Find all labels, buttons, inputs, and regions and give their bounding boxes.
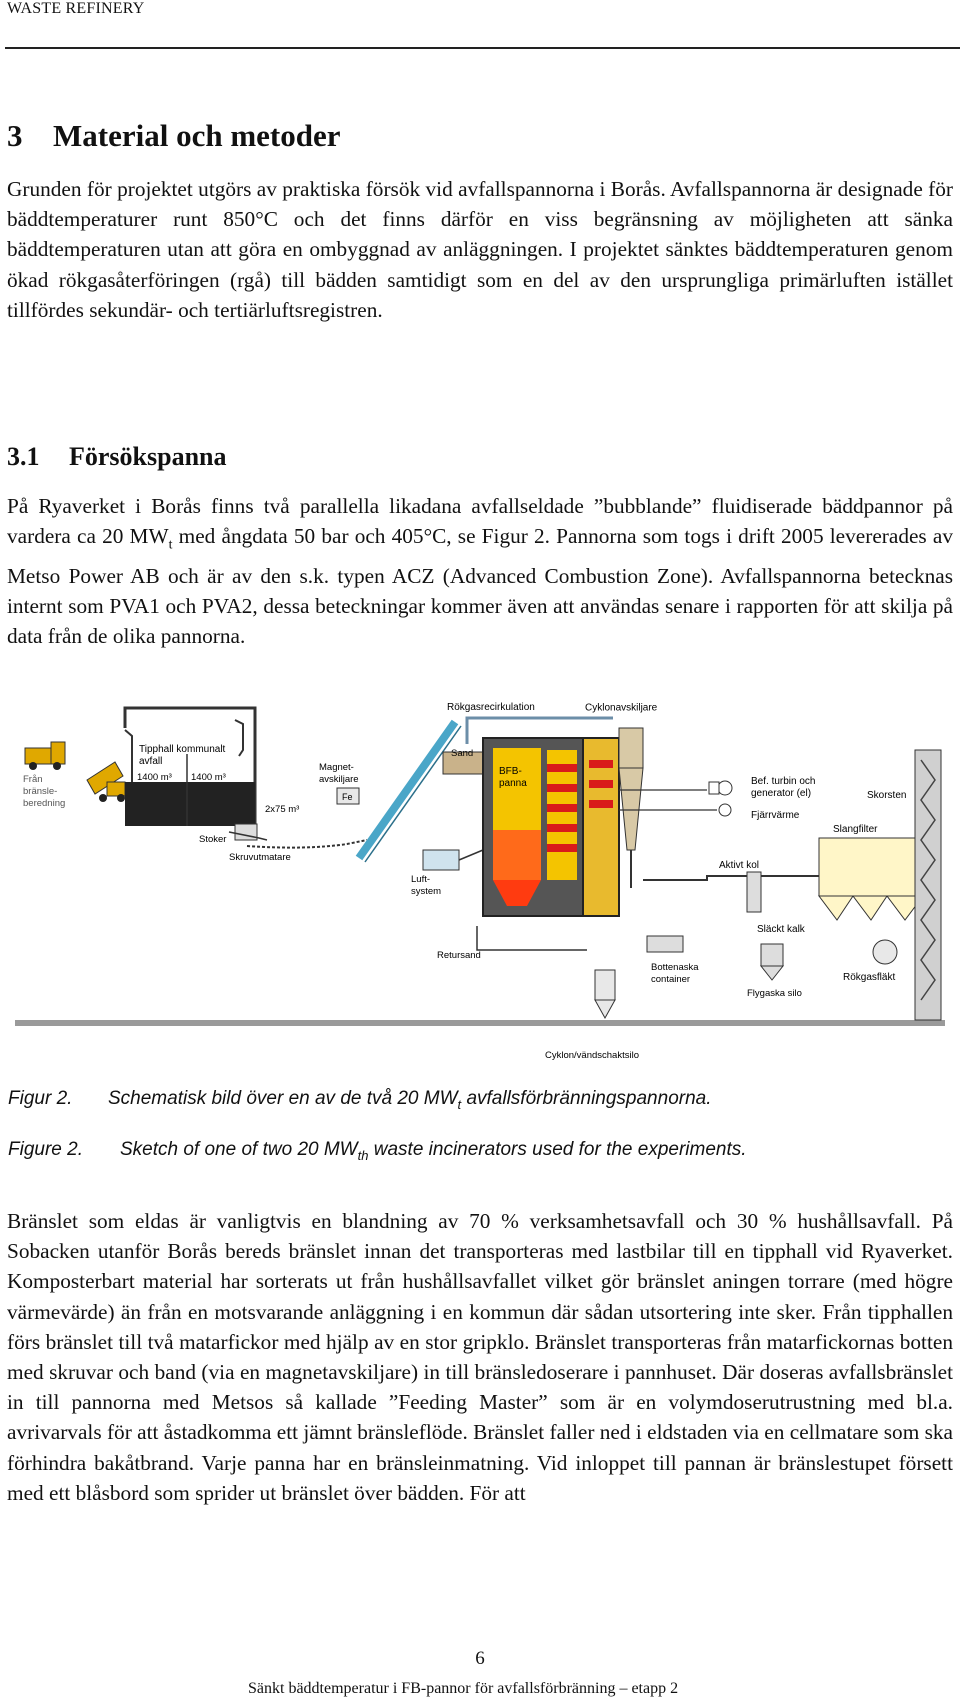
bottom-ash-container xyxy=(647,936,683,952)
label-flygaska: Flygaska silo xyxy=(747,988,802,999)
label-vol2: 1400 m³ xyxy=(191,772,226,783)
label-aktivt-kol: Aktivt kol xyxy=(719,860,760,871)
label-bfb-1: BFB- xyxy=(499,766,522,777)
label-rokgasflakt: Rökgasfläkt xyxy=(843,972,896,983)
ground-line xyxy=(15,1020,945,1026)
figure-caption-english xyxy=(8,1139,747,1163)
cyclone-separator xyxy=(619,728,643,888)
caption-text-swedish-2: avfallsförbränningspannorna. xyxy=(461,1088,712,1109)
paragraph-test-boiler-part2: med ångdata 50 bar och 405°C, se Figur 2. Pannorna som togs i drift 2005 levererades av Metso Power AB och är av den s.k. typen ACZ (Advanced Combustion Zone). Avfallspannorna betecknas internt som PVA1 och PVA2, dessa beteckningar kommer även att användas senare i rapporten för att skilja på data från de olika pannorna. xyxy=(7,524,953,649)
caption-label-english: Figure 2. xyxy=(8,1139,83,1160)
caption-subscript-t: t xyxy=(457,1096,462,1112)
label-bfb-2: panna xyxy=(499,778,527,789)
screw-conveyor xyxy=(247,840,367,848)
subsection-number: 3.1 xyxy=(7,442,40,471)
label-luft-1: Luft- xyxy=(411,874,431,885)
label-tipphall-1: Tipphall kommunalt xyxy=(139,744,226,755)
label-slackt-kalk: Släckt kalk xyxy=(757,924,805,935)
label-bef-turbin-1: Bef. turbin och xyxy=(751,776,816,787)
label-sand: Sand xyxy=(451,748,474,759)
label-luft-2: system xyxy=(411,886,442,897)
caption-subscript-th: th xyxy=(357,1147,369,1163)
header-rule xyxy=(5,47,960,49)
label-retursand: Retursand xyxy=(437,950,481,961)
flue-gas-duct xyxy=(643,876,819,880)
label-stoker: Stoker xyxy=(199,834,227,845)
label-fran-2: bränsle- xyxy=(23,786,58,797)
label-cyklon-silo: Cyklon/vändschaktsilo xyxy=(545,1050,639,1061)
subsection-heading xyxy=(7,442,227,472)
section-heading xyxy=(7,118,341,154)
tipping-hall-building xyxy=(125,708,255,830)
label-rokgasrecirkulation: Rökgasrecirkulation xyxy=(447,702,535,713)
grab-claw-icon xyxy=(235,720,243,756)
label-vol3: 2x75 m³ xyxy=(265,804,300,815)
section-title: Material och metoder xyxy=(53,118,341,153)
cyclone-silo xyxy=(595,970,615,1018)
belt-conveyor xyxy=(359,722,455,858)
boiler-schematic-figure xyxy=(7,700,953,1062)
label-fran-3: beredning xyxy=(23,798,66,809)
label-magnet-2: avskiljare xyxy=(319,774,359,785)
label-skruvutmatare: Skruvutmatare xyxy=(229,852,291,863)
section-number: 3 xyxy=(7,118,23,153)
bag-filter xyxy=(819,838,923,920)
label-fjarrvarme: Fjärrvärme xyxy=(751,810,800,821)
running-header: WASTE REFINERY xyxy=(7,0,145,17)
paragraph-test-boiler xyxy=(7,491,953,651)
paragraph-fuel: Bränslet som eldas är vanligtvis en blandning av 70 % verksamhetsavfall och 30 % hushållsavfall. På Sobacken utanför Borås bereds bränslet innan det transporteras med lastbilar till en tipphall vid Ryaverket. Komposterbart material har sorterats ut från hushållsavfallet vilket gör bränslet aningen torrare (med högre värmevärde) än från en motsvarande anläggning i en kommun där sådan utsortering inte sker. Från tipphallen förs bränslet till två matarfickor med hjälp av en stor gripklo. Bränslet transporteras från matarfickornas botten med skruvar och band (via en magnetavskiljare) in till bränsledoserare i pannhuset. Där doseras avfallsbränslet in till pannorna med Metsos så kallade ”Feeding Master” som är en volymdoserutrustning med bl.a. avrivarvals för att åstadkomma ett jämnt bränsleflöde. Bränslet faller ned i eldstaden via en cellmatare som ska förhindra bakåtbrand. Varje panna har en bränsleinmatning. Vid inloppet till pannan är bränslestupet försett med ett blåsbord som sprider ut bränslet över bädden. För att xyxy=(7,1209,953,1505)
figure-caption-swedish xyxy=(8,1088,712,1112)
page-number: 6 xyxy=(475,1648,485,1669)
paragraph-test-boiler-part1: På Ryaverket i Borås finns två parallella likadana avfallseldade ”bubblande” fluidiserade bäddpannor på vardera ca 20 MW xyxy=(7,494,953,549)
label-tipphall-2: avfall xyxy=(139,756,163,767)
label-cyklonavskiljare: Cyklonavskiljare xyxy=(585,702,658,714)
paragraph-intro: Grunden för projektet utgörs av praktiska försök vid avfallspannorna i Borås. Avfallspannorna är designade för bäddtemperaturer runt 850°C och det finns därför en viss begränsning av möjligheten att sänka bäddtemperaturen utan att göra en ombyggnad av anläggningen. I projektet sänktes bäddtemperaturen genom ökad rökgasåterföringen (rgå) till bädden samtidigt som en del av den ursprungliga primärluften istället tillfördes sekundär- och tertiärluftsregistren. xyxy=(7,177,953,322)
label-slangfilter: Slangfilter xyxy=(833,824,878,835)
caption-label-swedish: Figur 2. xyxy=(8,1088,73,1109)
label-fe: Fe xyxy=(342,792,353,802)
subsection-title: Försökspanna xyxy=(69,442,227,471)
dump-truck-icon xyxy=(25,742,65,770)
label-vol1: 1400 m³ xyxy=(137,772,172,783)
turbine-generator-icon xyxy=(709,781,732,816)
caption-text-swedish-1: Schematisk bild över en av de två 20 MW xyxy=(108,1088,458,1109)
waste-pile xyxy=(125,782,255,826)
label-bef-turbin-2: generator (el) xyxy=(751,788,812,799)
label-magnet-1: Magnet- xyxy=(319,762,354,773)
caption-text-english-1: Sketch of one of two 20 MW xyxy=(120,1139,358,1160)
footer-title: Sänkt bäddtemperatur i FB-pannor för avfallsförbränning – etapp 2 xyxy=(248,1680,679,1697)
dump-truck-2-icon xyxy=(87,762,125,802)
caption-text-english-2: waste incinerators used for the experiments. xyxy=(368,1139,747,1160)
air-system xyxy=(423,850,483,870)
label-fran-1: Från xyxy=(23,774,43,785)
flue-gas-fan-icon xyxy=(873,940,897,964)
active-carbon-silo xyxy=(747,872,761,912)
label-bottenaska-1: Bottenaska xyxy=(651,962,699,973)
return-sand-line xyxy=(477,926,587,950)
bfb-boiler xyxy=(483,738,619,916)
label-bottenaska-2: container xyxy=(651,974,691,985)
fly-ash-silo xyxy=(761,944,783,980)
stoker-feeder xyxy=(229,824,267,840)
boiler-schematic-svg xyxy=(7,700,953,1062)
subscript-t: t xyxy=(168,537,173,553)
label-skorsten: Skorsten xyxy=(867,790,907,801)
